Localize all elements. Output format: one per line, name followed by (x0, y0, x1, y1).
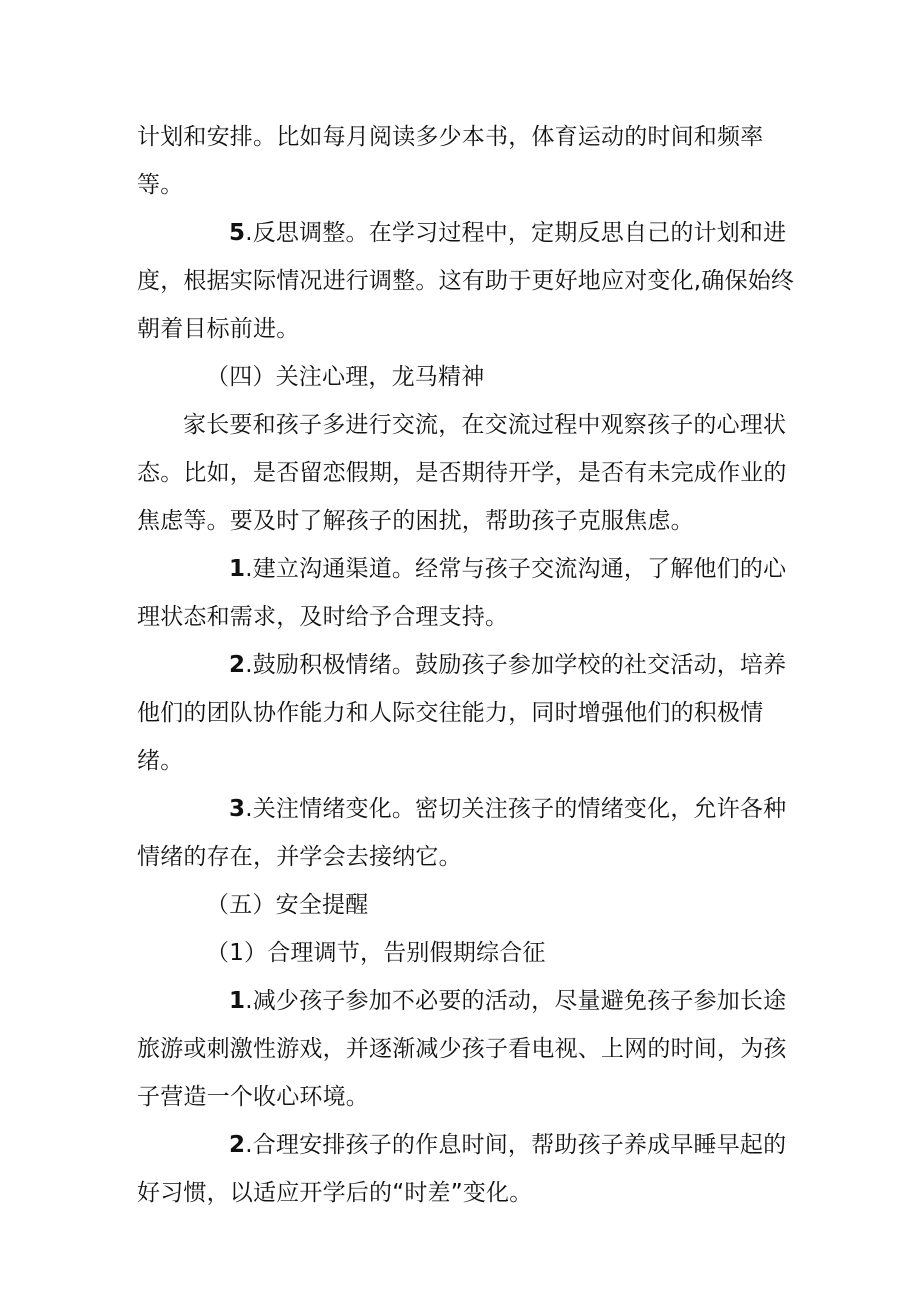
list-number: 5 (229, 220, 246, 246)
paragraph-positive-emotion (137, 641, 799, 785)
heading-text: （1）合理调节，告别假期综合征 (206, 940, 546, 966)
paragraph-sleep-schedule (137, 1121, 799, 1217)
list-number: 3 (229, 796, 246, 822)
section-heading-5 (137, 881, 799, 929)
document-body (137, 113, 799, 1217)
list-number: 1 (229, 556, 246, 582)
paragraph-text: 家长要和孩子多进行交流，在交流过程中观察孩子的心理状态。比如，是否留恋假期，是否期待开学，是否有未完成作业的焦虑等。要及时了解孩子的困扰，帮助孩子克服焦虑。 (137, 412, 787, 534)
paragraph-text: .关注情绪变化。密切关注孩子的情绪变化，允许各种情绪的存在，并学会去接纳它。 (137, 796, 787, 870)
paragraph-parent-communication (137, 401, 799, 545)
paragraph-communication-channel (137, 545, 799, 641)
heading-text: （四）关注心理，龙马精神 (206, 364, 485, 390)
paragraph-plan-continuation (137, 113, 799, 209)
section-heading-4 (137, 353, 799, 401)
paragraph-text: .鼓励积极情绪。鼓励孩子参加学校的社交活动，培养他们的团队协作能力和人际交往能力，同时增强他们的积极情绪。 (137, 652, 787, 774)
subsection-heading-1 (137, 929, 799, 977)
paragraph-reduce-activities (137, 977, 799, 1121)
paragraph-reflect-adjust (137, 209, 799, 353)
list-number: 2 (229, 652, 246, 678)
list-number: 2 (229, 1132, 246, 1158)
paragraph-text: .减少孩子参加不必要的活动，尽量避免孩子参加长途旅游或刺激性游戏，并逐渐减少孩子看电视、上网的时间，为孩子营造一个收心环境。 (137, 988, 787, 1110)
paragraph-emotion-change (137, 785, 799, 881)
paragraph-text: .建立沟通渠道。经常与孩子交流沟通，了解他们的心理状态和需求，及时给予合理支持。 (137, 556, 787, 630)
paragraph-text: .合理安排孩子的作息时间，帮助孩子养成早睡早起的好习惯，以适应开学后的“时差”变化。 (137, 1132, 787, 1206)
heading-text: （五）安全提醒 (206, 892, 369, 918)
list-number: 1 (229, 988, 246, 1014)
paragraph-text: .反思调整。在学习过程中，定期反思自己的计划和进度，根据实际情况进行调整。这有助于更好地应对变化,确保始终朝着目标前进。 (137, 220, 795, 342)
paragraph-text: 计划和安排。比如每月阅读多少本书，体育运动的时间和频率等。 (137, 124, 764, 198)
